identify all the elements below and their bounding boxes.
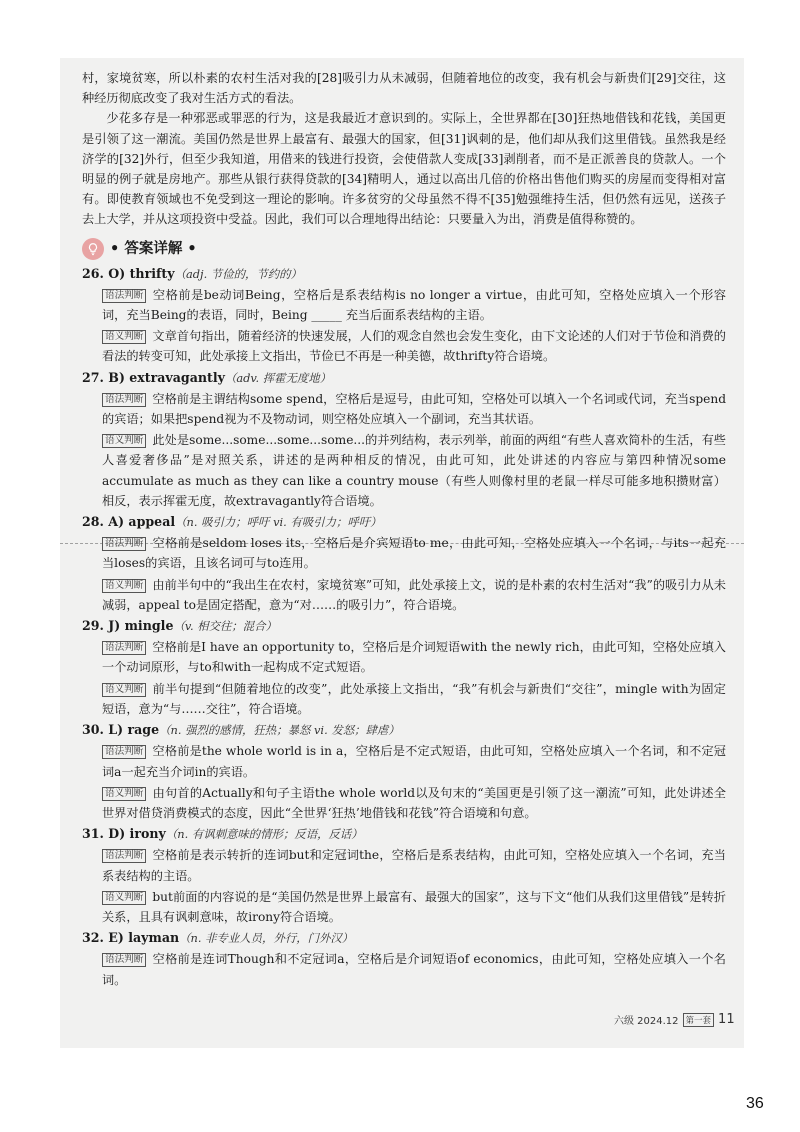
passage-paragraph-1: 村，家境贫寒，所以朴素的农村生活对我的[28]吸引力从未减弱，但随着地位的改变，我有机会与新贵们[29]交往，这种经历彻底改变了我对生活方式的看法。 [82, 71, 726, 106]
answer-note [102, 285, 726, 325]
answer-item [82, 512, 726, 615]
passage-paragraph-2: 少花多存是一种邪恶或罪恶的行为，这是我最近才意识到的。实际上，全世界都在[30]狂热地借钱和花钱，美国更是引领了这一潮流。美国仍然是世界上最富有、最强大的国家，但[31]讽刺的是，他们却从我们这里借钱。虽然我是经济学的[32]外行，但至少我知道，用借来的钱进行投资，会使借款人变成[33]剥削者，而不是正派善良的贷款人。一个明显的例子就是房地产。那些从银行获得贷款的[34]精明人，通过以高出几倍的价格出售他们购买的房屋而变得相对富有。即使教育领域也不免受到这一理论的影响。许多贫穷的父母虽然不得不[35]勉强维持生活，但仍然有远见，送孩子去上大学，并从这项投资中受益。因此，我们可以合理地得出结论：只要量入为出，消费是值得称赞的。 [82, 111, 726, 227]
judgement-tag: 语义判断 [102, 579, 146, 593]
answer-item [82, 720, 726, 823]
note-text: but前面的内容说的是“美国仍然是世界上最富有、最强大的国家”，这与下文“他们从我们这里借钱”是转折关系，且具有讽刺意味，故irony符合语境。 [102, 889, 726, 924]
note-text: 空格前是seldom loses its，空格后是介宾短语to me，由此可知，空格处应填入一个名词，与its一起充当loses的宾语，且该名词可与to连用。 [102, 536, 726, 571]
judgement-tag: 语法判断 [102, 393, 146, 407]
answer-note [102, 389, 726, 429]
answer-note [102, 845, 726, 885]
note-text: 文章首句指出，随着经济的快速发展，人们的观念自然也会发生变化，由下文论述的人们对于节俭和消费的看法的转变可知，此处承接上文指出，节俭已不再是一种美德，故thrifty符合语境。 [102, 329, 726, 364]
judgement-tag: 语法判断 [102, 641, 146, 655]
judgement-tag: 语法判断 [102, 849, 146, 863]
section-heading [82, 238, 726, 260]
note-text: 空格前是the whole world is in a，空格后是不定式短语，由此可知，空格处应填入一个名词，和不定冠词a一起充当介词in的宾语。 [102, 744, 726, 779]
note-text: 此处是some...some...some...some...的并列结构，表示列举，前面的两组“有些人喜欢简朴的生活，有些人喜爱奢侈品”是对照关系，讲述的是两种相反的情况，由此可知，此处讲述的内容应与第四种情况some accumulate as much as they can like a country mouse（有些人则像村里的老鼠一样尽可能多地积攒财富）相反，表示挥霍无度，故extravagantly符合语境。 [102, 433, 726, 508]
judgement-tag: 语义判断 [102, 330, 146, 344]
answer-note [102, 637, 726, 677]
note-text: 由前半句中的“我出生在农村，家境贫寒”可知，此处承接上文，说的是朴素的农村生活对“我”的吸引力从未减弱，appeal to是固定搭配，意为“对……的吸引力”，符合语境。 [102, 577, 726, 612]
answer-word: 29. J) mingle [82, 618, 174, 634]
answer-word: 28. A) appeal [82, 514, 176, 530]
answer-list [82, 264, 726, 990]
footer-set: 第一套 [683, 1013, 715, 1027]
judgement-tag: 语义判断 [102, 891, 146, 905]
answer-note [102, 575, 726, 615]
answer-item [82, 264, 726, 367]
answer-gloss: （n. 强烈的感情，狂热；暴怒 vi. 发怒；肆虐） [159, 723, 400, 738]
note-text: 空格前是连词Though和不定冠词a，空格后是介词短语of economics，由此可知，空格处应填入一个名词。 [102, 952, 726, 987]
answer-heading [82, 720, 726, 740]
answer-note [102, 679, 726, 719]
answer-item [82, 824, 726, 927]
answer-gloss: （n. 有讽刺意味的情形；反语，反话） [165, 827, 363, 842]
answer-gloss: （n. 非专业人员，外行，门外汉） [179, 931, 354, 946]
lightbulb-icon [82, 238, 104, 260]
note-text: 前半句提到“但随着地位的改变”，此处承接上文指出，“我”有机会与新贵们“交往”，mingle with为固定短语，意为“与……交往”，符合语境。 [102, 681, 726, 716]
answer-note [102, 326, 726, 366]
answer-heading [82, 928, 726, 948]
note-text: 空格前是be动词Being，空格后是系表结构is no longer a virtue，由此可知，空格处应填入一个形容词，充当Being的表语，同时，Being _____ 充当后面系表结构的主语。 [102, 287, 726, 323]
footer-label: 六级 2024.12 [614, 1016, 679, 1027]
answer-note [102, 783, 726, 823]
answer-heading [82, 824, 726, 844]
answer-note [102, 430, 726, 511]
answer-note [102, 887, 726, 927]
note-text: 空格前是I have an opportunity to，空格后是介词短语with the newly rich，由此可知，空格处应填入一个动词原形，与to和with一起构成不定式短语。 [102, 640, 726, 675]
answer-item [82, 616, 726, 719]
answer-heading [82, 512, 726, 532]
judgement-tag: 语义判断 [102, 787, 146, 801]
note-text: 由句首的Actually和句子主语the whole world以及句末的“美国更是引领了这一潮流”可知，此处讲述全世界对借贷消费模式的态度，因此“全世界‘狂热’地借钱和花钱”符合语境和句意。 [102, 785, 726, 820]
judgement-tag: 语义判断 [102, 434, 146, 448]
answer-word: 26. O) thrifty [82, 265, 175, 281]
judgement-tag: 语法判断 [102, 745, 146, 759]
answer-item [82, 928, 726, 990]
answer-item [82, 368, 726, 511]
answer-word: 30. L) rage [82, 722, 160, 738]
note-text: 空格前是表示转折的连词but和定冠词the，空格后是系表结构，由此可知，空格处应填入一个名词，充当系表结构的主语。 [102, 848, 726, 883]
judgement-tag: 语法判断 [102, 289, 146, 303]
judgement-tag: 语义判断 [102, 683, 146, 697]
document-body [82, 68, 726, 990]
answer-note [102, 533, 726, 573]
answer-gloss: （adj. 节俭的，节约的） [174, 266, 302, 281]
page-number: 36 [746, 1095, 764, 1112]
answer-gloss: （v. 相交往；混合） [173, 619, 277, 634]
answer-heading [82, 616, 726, 636]
judgement-tag: 语法判断 [102, 953, 146, 967]
answer-heading [82, 264, 726, 284]
judgement-tag: 语法判断 [102, 537, 146, 551]
answer-word: 32. E) layman [82, 930, 180, 946]
note-text: 空格前是主谓结构some spend，空格后是逗号，由此可知，空格处可以填入一个名词或代词，充当spend的宾语；如果把spend视为不及物动词，则空格处应填入一个副词，充当其状语。 [102, 391, 726, 427]
answer-note [102, 949, 726, 989]
section-title: • 答案详解 • [110, 239, 197, 257]
page-footer [614, 1012, 735, 1027]
answer-heading [82, 368, 726, 388]
answer-word: 31. D) irony [82, 826, 166, 842]
answer-word: 27. B) extravagantly [82, 369, 225, 385]
footer-page: 11 [718, 1012, 735, 1027]
answer-gloss: （adv. 挥霍无度地） [224, 370, 332, 385]
answer-gloss: （n. 吸引力；呼吁 vi. 有吸引力；呼吁） [175, 515, 382, 530]
answer-note [102, 741, 726, 781]
